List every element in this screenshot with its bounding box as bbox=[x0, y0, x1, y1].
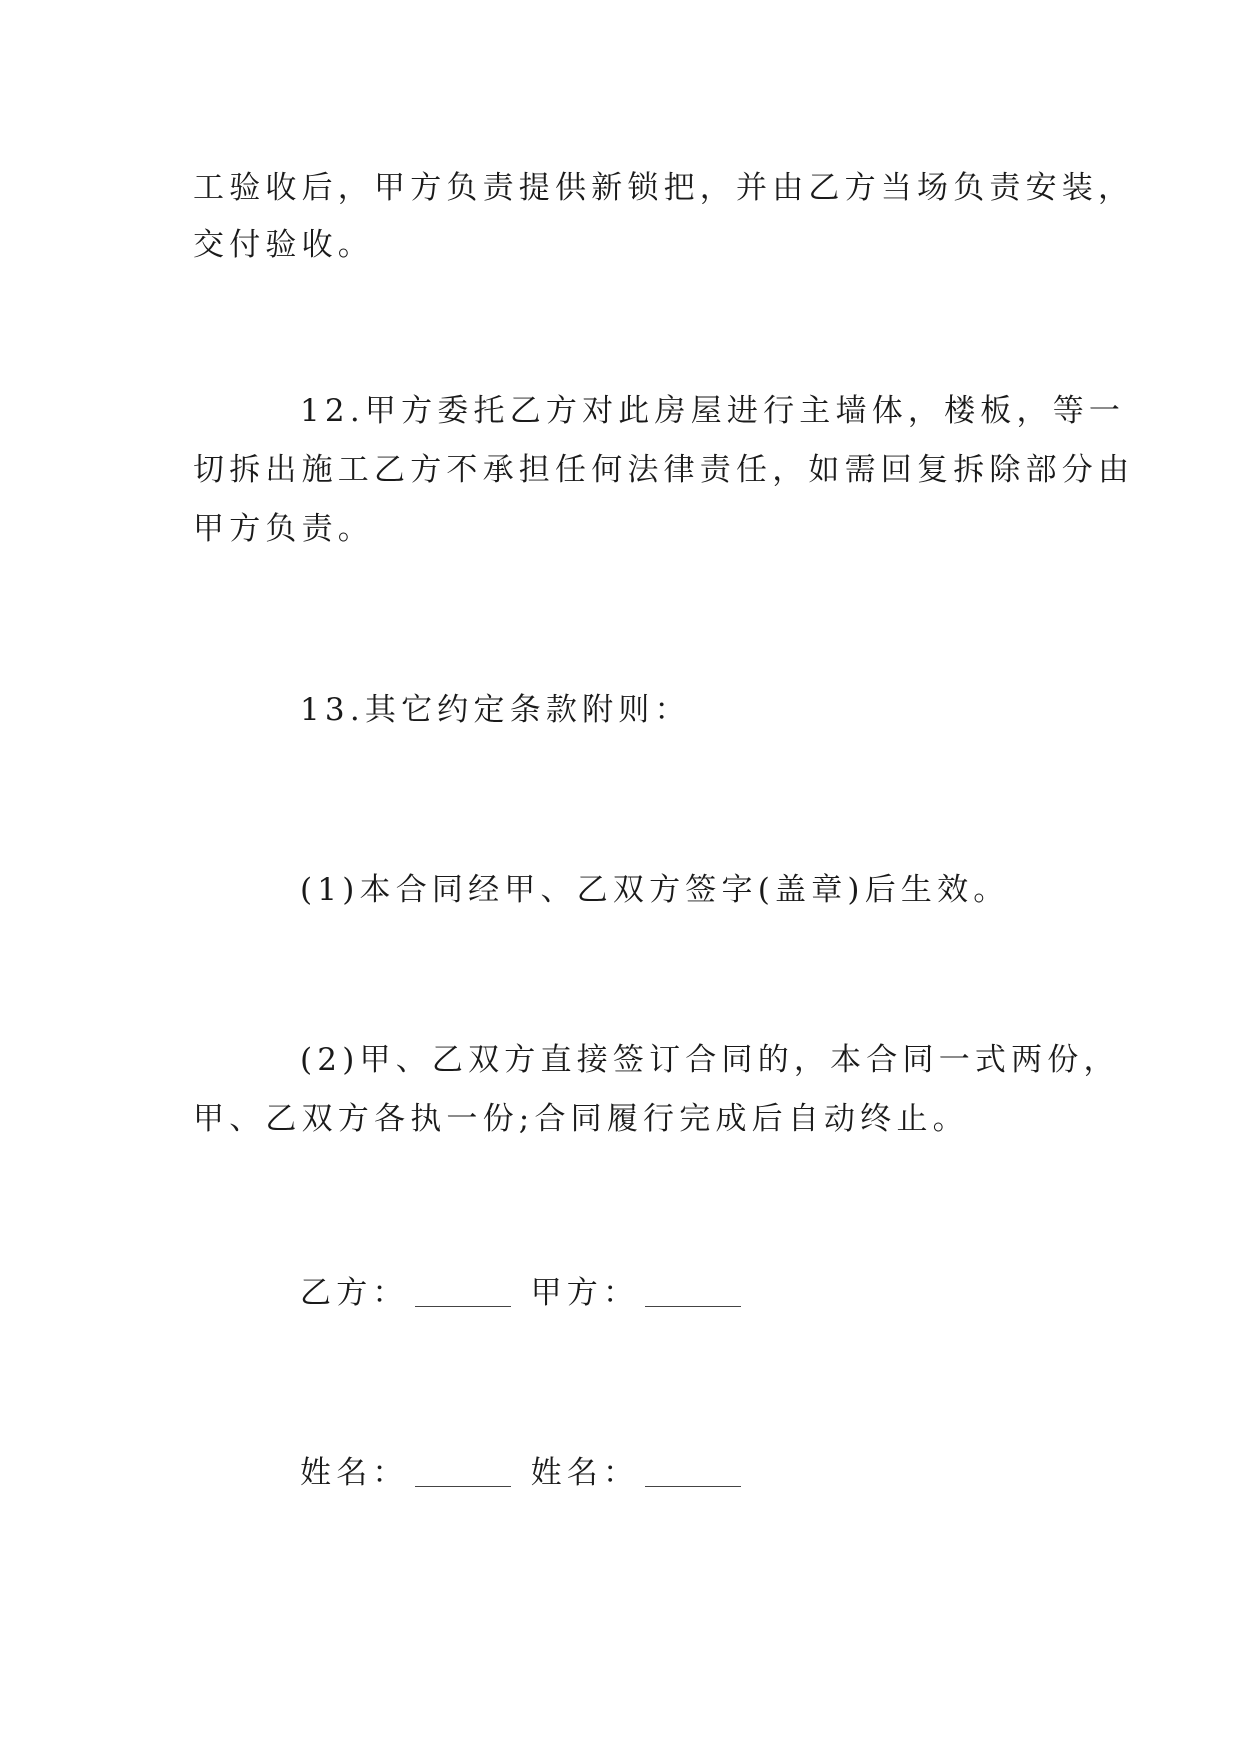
name-blank-party-b bbox=[415, 1485, 511, 1487]
paragraph-12-line-2: 切拆出施工乙方不承担任何法律责任，如需回复拆除部分由 bbox=[193, 452, 1135, 488]
name-signature-row bbox=[300, 1455, 761, 1491]
name-blank-party-a bbox=[645, 1485, 741, 1487]
paragraph-13-heading: 13.其它约定条款附则： bbox=[300, 692, 691, 728]
name-label-party-a: 姓名： bbox=[530, 1455, 640, 1491]
party-signature-row bbox=[300, 1275, 761, 1311]
party-b-label: 乙方： bbox=[300, 1275, 409, 1311]
name-label-party-b: 姓名： bbox=[300, 1455, 409, 1491]
paragraph-11-line-1: 工验收后，甲方负责提供新锁把，并由乙方当场负责安装， bbox=[193, 170, 1135, 206]
party-a-signature-blank bbox=[645, 1305, 741, 1307]
paragraph-12-line-1: 12.甲方委托乙方对此房屋进行主墙体，楼板，等一 bbox=[300, 393, 1126, 429]
clause-13-1: (1)本合同经甲、乙双方签字(盖章)后生效。 bbox=[300, 872, 1010, 908]
clause-13-2-line-1: (2)甲、乙双方直接签订合同的，本合同一式两份， bbox=[300, 1042, 1120, 1078]
clause-13-2-line-2: 甲、乙双方各执一份;合同履行完成后自动终止。 bbox=[193, 1101, 969, 1137]
paragraph-12-line-3: 甲方负责。 bbox=[193, 511, 374, 547]
party-b-signature-blank bbox=[415, 1305, 511, 1307]
paragraph-11-line-2: 交付验收。 bbox=[193, 227, 374, 263]
party-a-label: 甲方： bbox=[530, 1275, 640, 1311]
